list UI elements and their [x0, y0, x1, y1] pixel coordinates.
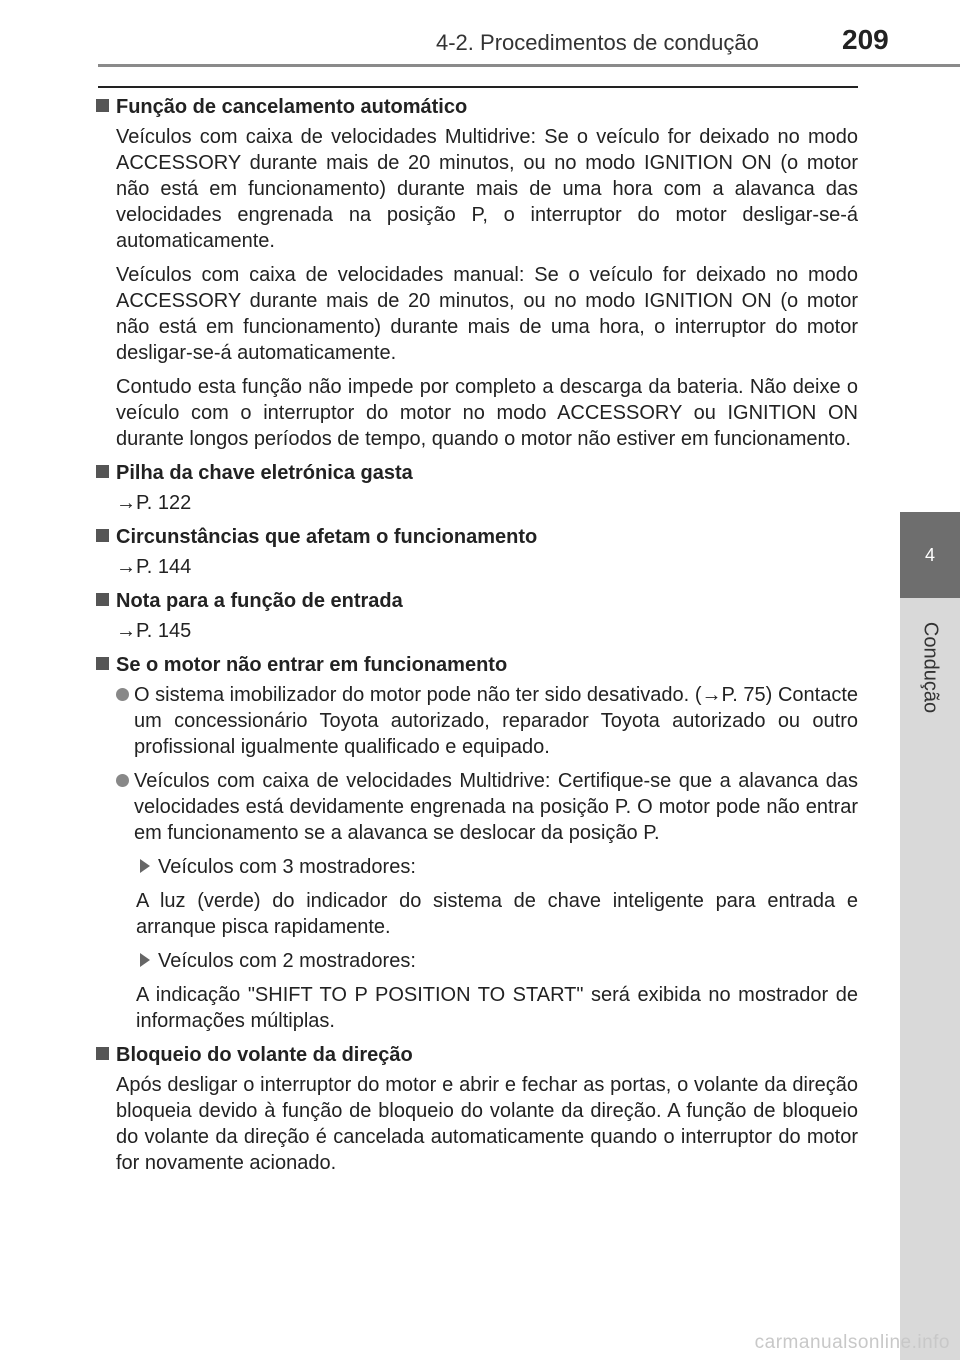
content-divider: [98, 86, 858, 88]
paragraph: Após desligar o interruptor do motor e abrir e fechar as portas, o volante da direção bloqueia devido à função de bloqueio do volante da direção. A função de bloqueio do volante da direção é cancelada automaticamente quando o interruptor do motor for novamente acionado.: [116, 1074, 858, 1174]
page-reference-link[interactable]: →P. 122: [116, 492, 192, 514]
section-heading: Circunstâncias que afetam o funcionamento: [96, 524, 858, 550]
list-item: O sistema imobilizador do motor pode não ter sido desativado. (→P. 75) Contacte um concessionário Toyota autorizado, reparador Toyota autorizado ou outro profissional igualmente qualificado e equipado.: [116, 682, 858, 760]
section-heading: Bloqueio do volante da direção: [96, 1042, 858, 1068]
header-divider: [98, 64, 960, 67]
square-bullet-icon: [96, 657, 109, 670]
square-bullet-icon: [96, 529, 109, 542]
sub-item-label: Veículos com 2 mostradores:: [136, 948, 858, 974]
triangle-bullet-icon: [140, 859, 150, 873]
square-bullet-icon: [96, 593, 109, 606]
chapter-tab-number: 4: [900, 512, 960, 598]
chapter-tab-label: Condução: [919, 621, 942, 714]
section-heading: Função de cancelamento automático: [96, 94, 858, 120]
watermark: carmanualsonline.info: [754, 1332, 950, 1353]
paragraph: Veículos com caixa de velocidades manual: Se o veículo for deixado no modo ACCESSORY durante mais de 20 minutos, ou no modo IGNITION ON (o motor não está em funcionamento) durante mais de uma hora, o interruptor do motor desligar-se-á automaticamente.: [116, 264, 858, 364]
page-content: [96, 94, 858, 1184]
sub-item-label: Veículos com 3 mostradores:: [136, 854, 858, 880]
triangle-bullet-icon: [140, 953, 150, 967]
page-number: 209: [842, 24, 889, 55]
sub-item-text: A luz (verde) do indicador do sistema de chave inteligente para entrada e arranque pisca rapidamente.: [136, 890, 858, 938]
section-title: 4-2. Procedimentos de condução: [436, 30, 759, 55]
list-item: Veículos com caixa de velocidades Multidrive: Certifique-se que a alavanca das velocidades está devidamente engrenada na posição P. O motor pode não entrar em funcionamento se a alavanca se deslocar da posição P.: [116, 768, 858, 846]
section-heading: Nota para a função de entrada: [96, 588, 858, 614]
paragraph: Veículos com caixa de velocidades Multidrive: Se o veículo for deixado no modo ACCESSORY durante mais de 20 minutos, ou no modo IGNITION ON (o motor não está em funcionamento) durante mais de uma hora com a alavanca das velocidades engrenada na posição P, o interruptor do motor desligar-se-á automaticamente.: [116, 126, 858, 252]
page-reference-link[interactable]: →P. 145: [116, 620, 192, 642]
page-reference-link[interactable]: →P. 144: [116, 556, 192, 578]
circle-bullet-icon: [116, 774, 129, 787]
section-heading: Se o motor não entrar em funcionamento: [96, 652, 858, 678]
section-heading: Pilha da chave eletrónica gasta: [96, 460, 858, 486]
square-bullet-icon: [96, 99, 109, 112]
circle-bullet-icon: [116, 688, 129, 701]
sub-item-text: A indicação "SHIFT TO P POSITION TO START" será exibida no mostrador de informações múltiplas.: [136, 984, 858, 1032]
paragraph: Contudo esta função não impede por completo a descarga da bateria. Não deixe o veículo com o interruptor do motor no modo ACCESSORY ou IGNITION ON durante longos períodos de tempo, quando o motor não estiver em funcionamento.: [116, 376, 858, 450]
square-bullet-icon: [96, 465, 109, 478]
square-bullet-icon: [96, 1047, 109, 1060]
